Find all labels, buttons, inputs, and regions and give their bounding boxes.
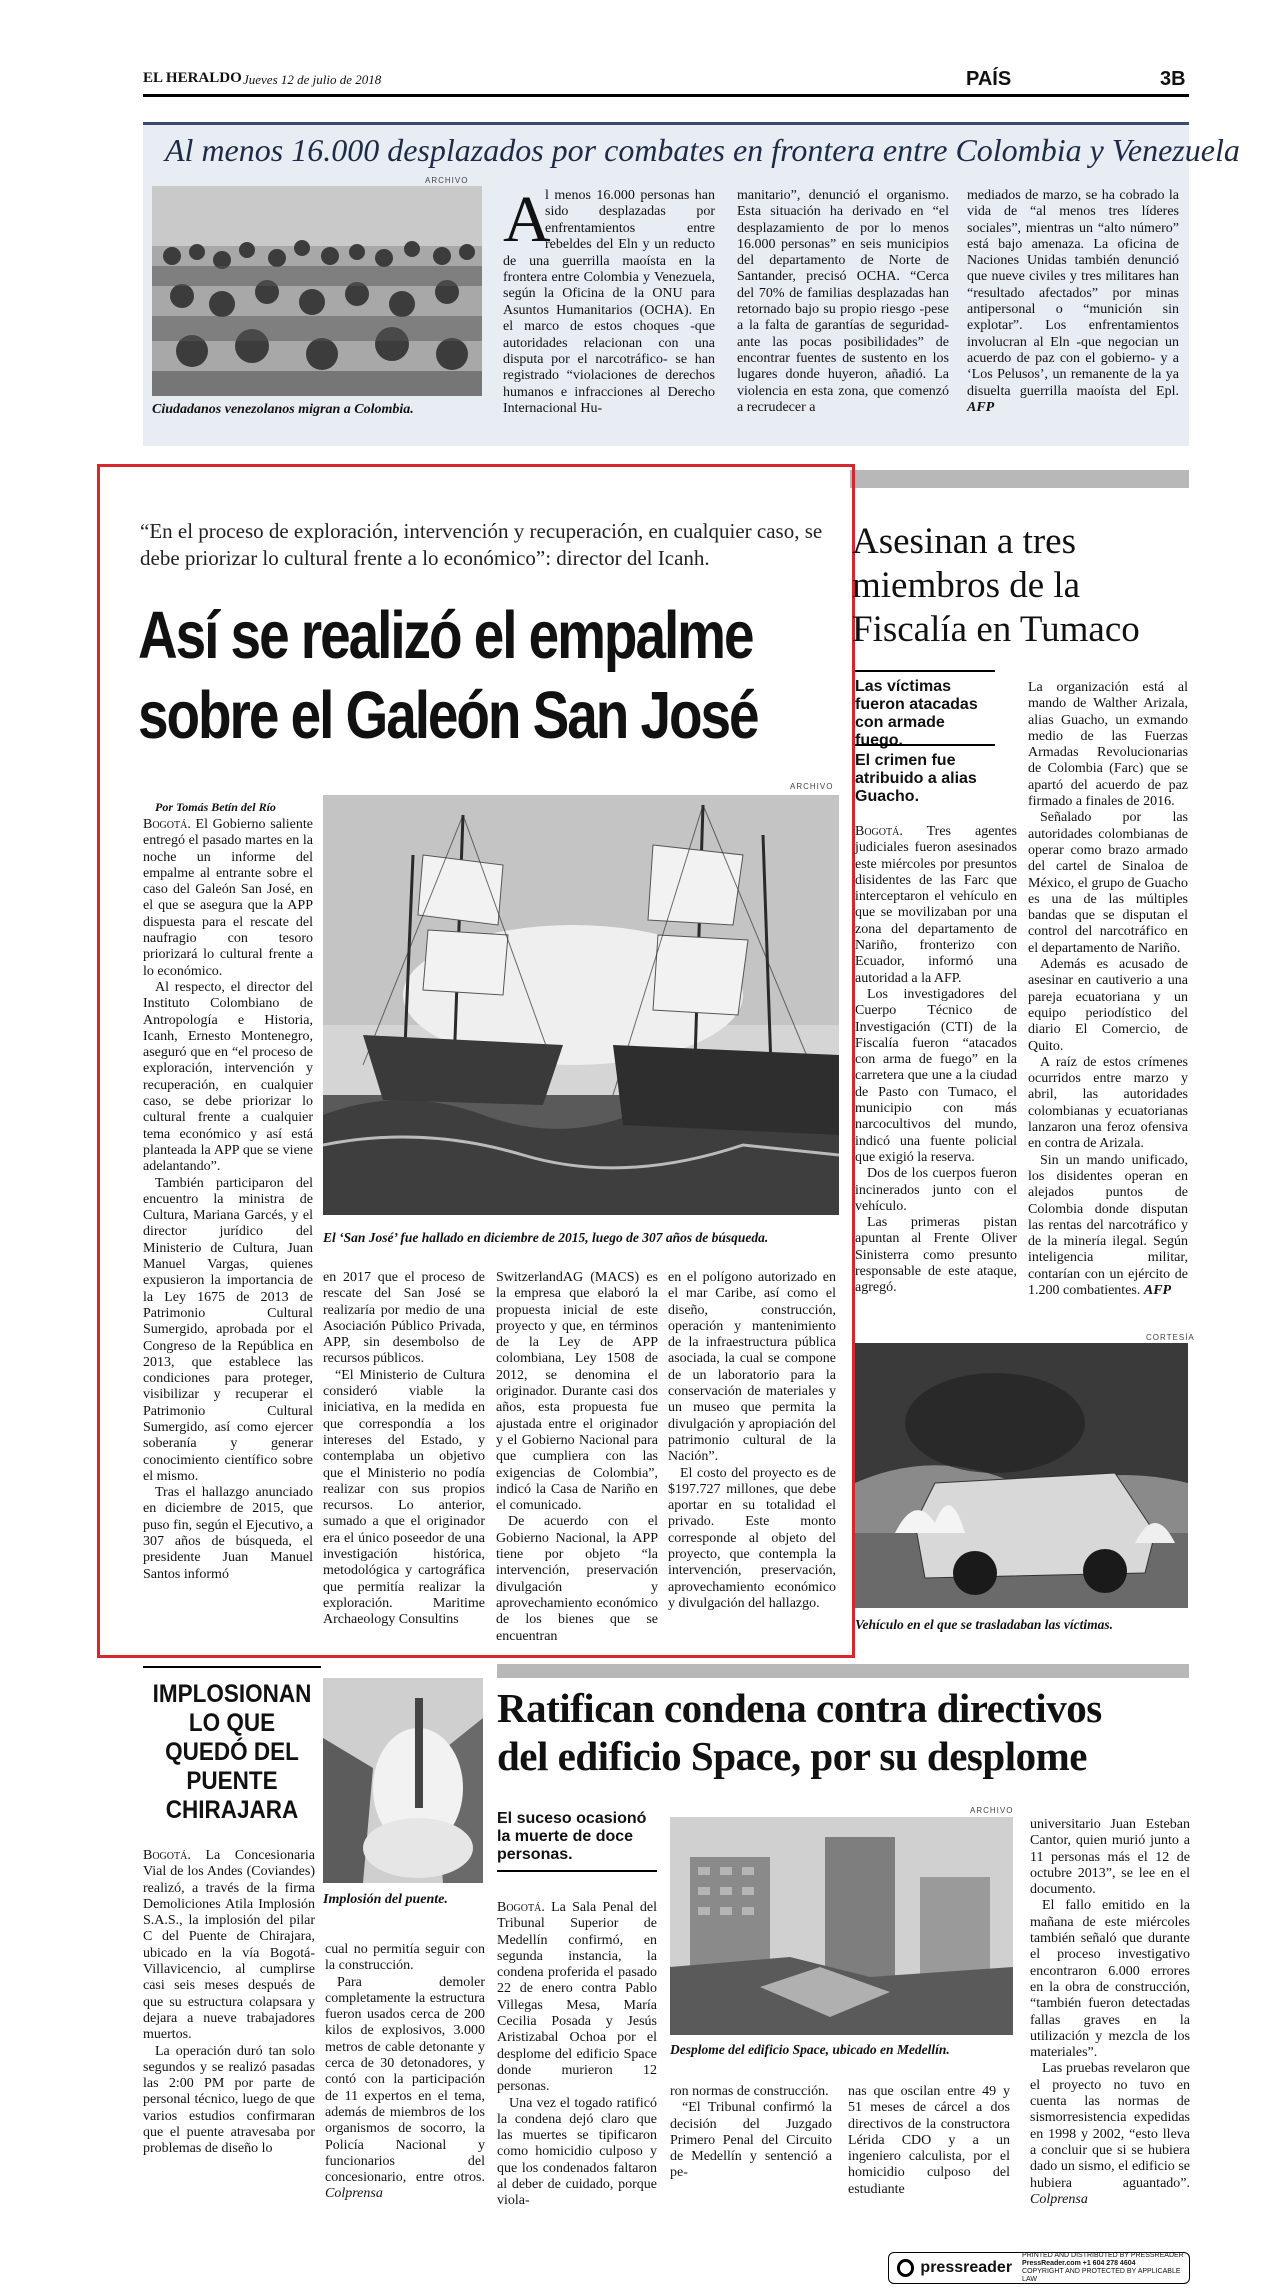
page-number: 3B	[1160, 68, 1186, 90]
main-kicker: “En el proceso de exploración, intervención y recuperación, en cualquier caso, se debe priorizar lo cultural frente a lo económico”: director del Icanh.	[140, 519, 823, 570]
top-story-headline: Al menos 16.000 desplazados por combates en frontera entre Colombia y Venezuela	[165, 132, 1240, 168]
crowd-photo	[152, 186, 482, 396]
main-byline: Por Tomás Betín del Río	[155, 800, 276, 814]
tumaco-deck-1: Las víctimas fueron atacadas con armade fuego.	[855, 670, 995, 750]
pressreader-badge	[888, 2252, 1190, 2284]
space-deck: El suceso ocasionó la muerte de doce personas.	[497, 1810, 657, 1872]
bridge-photo-caption: Implosión del puente.	[323, 1892, 448, 1907]
burning-vehicle-photo	[855, 1343, 1188, 1608]
space-col-1: Bogotá. La Sala Penal del Tribunal Superior de Medellín confirmó, en segunda instancia, la condena proferida el pasado 22 de enero contra Pablo Villegas Mesa, María Cecilia Posada y Jesús Aristizabal Ochoa por el desplome del edificio Space donde murieron 12 personas. Una vez el togado ratificó la condena dejó claro que las muertes se tipificaron como homicidio culposo y que los condenados faltaron al deber de cuidado, porque viola-	[497, 1900, 657, 2209]
main-col-4: en el polígono autorizado en el mar Caribe, así como el diseño, construcción, operación y mantenimiento de la infraestructura pública asociada, la cual se compone de un laboratorio para la conservación de materiales y un museo que permita la divulgación y apropiación del patrimonio cultural de la Nación”. El costo del proyecto es de $197.727 millones, que debe aportar en su totalidad el privado. Este monto corresponde al objeto del proyecto, que contempla la intervención, preservación, aprovechamiento económico y divulgación del hallazgo.	[668, 1270, 836, 1611]
space-building-photo	[670, 1817, 1013, 2035]
top-photo-caption: Ciudadanos venezolanos migran a Colombia.	[152, 402, 414, 417]
top-col-1: l menos 16.000 personas han sido desplazadas por enfrentamientos entre rebeldes del Eln y un reducto de una guerrilla maoísta en la frontera entre Colombia y Venezuela, según la Oficina de la ONU para Asuntos Humanitarios (OCHA). En el marco de estos choques -que autoridades relacionan con una disputa por el narcotráfico- se han registrado “violaciones de derechos humanos e infracciones al Derecho Internacional Hu-	[503, 188, 715, 417]
section-name: PAÍS	[966, 68, 1012, 90]
tumaco-photo-caption: Vehículo en el que se trasladaban las víctimas.	[855, 1617, 1114, 1632]
photo-credit: ARCHIVO	[425, 176, 469, 185]
header-rule	[143, 94, 1189, 97]
main-photo-caption: El ‘San José’ fue hallado en diciembre de 2015, luego de 307 años de búsqueda.	[323, 1230, 769, 1245]
tumaco-photo-credit: CORTESÍA	[1146, 1333, 1195, 1342]
main-col-3: SwitzerlandAG (MACS) es la empresa que elaboró la propuesta inicial de este proyecto y que, en términos de la Ley de APP colombiana, Ley 1508 de 2012, se denomina el originador. Durante casi dos años, esta propuesta fue ajustada entre el originador y el Gobierno Nacional para que cumpliera con las exigencias de Colombia”, indicó la Casa de Nariño en el comunicado. De acuerdo con el Gobierno Nacional, la APP tiene por objeto “la intervención, preservación divulgación y aprovechamiento económico de los bienes que se encuentran	[496, 1270, 658, 1644]
bridge-col-1: Bogotá. La Concesionaria Vial de los Andes (Coviandes) realizó, a través de la firma Demoliciones Atila Implosión S.A.S., la implosión del pilar C del Puente de Chirajara, ubicado en la vía Bogotá-Villavicencio, al cumplirse casi seis meses después de que su estructura colapsara y dejara a nueve trabajadores muertos. La operación duró tan solo segundos y se realizó pasadas las 2:00 PM por parte de personal técnico, luego de que varios estudios confirmaran que el puente atravesaba por problemas de diseño lo	[143, 1848, 315, 2157]
top-col-3: mediados de marzo, se ha cobrado la vida de “al menos tres líderes sociales”, mientras un “alto número” está bajo amenaza. La oficina de Naciones Unidas también denunció que nueve civiles y tres militares han “resultado afectados” por minas antipersonal o “munición sin explotar”. Los enfrentamientos involucran al Eln -que negocian un acuerdo de paz con el gobierno- y a ‘Los Pelusos’, un remanente de la ya disuelta guerrilla maoísta del Epl. AFP	[967, 188, 1179, 415]
pressreader-info: PRINTED AND DISTRIBUTED BY PRESSREADER PressReader.com +1 604 278 4604 COPYRIGHT AND PROTECTED BY APPLICABLE LAW	[1022, 2252, 1184, 2283]
space-photo-credit: ARCHIVO	[970, 1806, 1014, 1815]
bridge-headline: IMPLOSIONAN LO QUE QUEDÓ DEL PUENTE CHIRAJARA	[152, 1680, 312, 1824]
issue-date: Jueves 12 de julio de 2018	[243, 72, 382, 87]
space-col-3: nas que oscilan entre 49 y 51 meses de cárcel a dos directivos de la constructora Lérida CDO y a un ingeniero calculista, por el homicidio culposo del estudiante	[848, 2084, 1010, 2197]
space-headline: Ratifican condena contra directivos del edificio Space, por su desplome	[497, 1685, 1102, 1779]
tumaco-headline: Asesinan a tres miembros de la Fiscalía en Tumaco	[852, 521, 1140, 650]
tumaco-col-2: La organización está al mando de Walther Arizala, alias Guacho, un exmando medio de las Fuerzas Armadas Revolucionarias de Colombia (Farc) que se apartó del acuerdo de paz firmado a finales de 2016. Señalado por las autoridades colombianas de operar como brazo armado del cartel de Sinaloa de México, el grupo de Guacho es una de las múltiples bandas que se disputan el control del narcotráfico en el departamento de Nariño. Además es acusado de asesinar en cautiverio a una pareja ecuatoriana y un equipo periodístico del diario El Comercio, de Quito. A raíz de estos crímenes ocurridos entre marzo y abril, las autoridades colombianas y ecuatorianas lanzaron una feroz ofensiva en contra de Arizala. Sin un mando unificado, los disidentes operan en alejados puntos de Colombia donde disputan las rentas del narcotráfico y de la minería ilegal. Según inteligencia militar, contarían con un ejército de 1.200 combatientes. AFP	[1028, 680, 1188, 1298]
galleon-illustration	[323, 795, 839, 1215]
pressreader-brand: pressreader	[920, 2259, 1013, 2276]
space-col-2: ron normas de construcción. “El Tribunal confirmó la decisión del Juzgado Primero Penal del Circuito de Medellín y sentenció a pe-	[670, 2084, 832, 2181]
space-col-4: universitario Juan Esteban Cantor, quien murió junto a 11 personas más el 12 de octubre 2013”, se lee en el documento. El fallo emitido en la mañana de este miércoles también señaló que durante el proceso investigativo encontraron 6.000 errores en la obra de construcción, “también fueron detectadas fallas graves en la utilización y mezcla de los materiales”. Las pruebas revelaron que el proyecto no tuvo en cuenta las normas de sismorresistencia expedidas en 1998 y 2002, “esto lleva a concluir que si se hubiera dado un sismo, el edificio se hubiera aguantado”. Colprensa	[1030, 1817, 1190, 2207]
bridge-col-2: cual no permitía seguir con la construcción. Para demoler completamente la estructura fueron usados cerca de 200 kilos de explosivos, 3.000 metros de cable detonante y cerca de 30 detonadores, y contó con la participación de 11 expertos en el tema, además de miembros de los organismos de socorro, la Policía Nacional y funcionarios del concesionario, entre otros. Colprensa	[325, 1942, 485, 2202]
main-photo-credit: ARCHIVO	[790, 782, 834, 791]
tumaco-col-1: Bogotá. Tres agentes judiciales fueron asesinados este miércoles por presuntos disidentes de las Farc que interceptaron el vehículo en que se movilizaban por una zona del departamento de Nariño, fronterizo con Ecuador, informó una autoridad a la AFP. Los investigadores del Cuerpo Técnico de Investigación (CTI) de la Fiscalía fueron “atacados con arma de fuego” en la carretera que une a la ciudad de Pasto con Tumaco, el municipio con más narcocultivos del mundo, indicó una fuente policial que exigió la reserva. Dos de los cuerpos fueron incinerados junto con el vehículo. Las primeras pistan apuntan al Frente Oliver Sinisterra como presunto responsable de este ataque, agregó.	[855, 824, 1017, 1296]
top-col-2: manitario”, denunció el organismo. Esta situación ha derivado en “el desplazamiento de por lo menos 16.000 personas” en seis municipios del departamento de Norte de Santander, precisó OCHA. “Cerca del 70% de familias desplazadas han retornado bajo su propio riesgo -pese a la falta de garantías de seguridad- ante las pocas posibilidades” de encontrar fuentes de sustento en los lugares donde huyeron, añadió. La violencia en esta zona, que comenzó a recrudecer a	[737, 188, 949, 415]
bridge-implosion-photo	[323, 1678, 483, 1883]
main-headline: Así se realizó el empalme sobre el Galeón San José	[138, 598, 758, 753]
space-band	[497, 1664, 1189, 1678]
dropcap: A	[503, 183, 551, 256]
tumaco-deck-2: El crimen fue atribuido a alias Guacho.	[855, 744, 995, 806]
bridge-top-rule	[143, 1666, 321, 1668]
main-col-2: en 2017 que el proceso de rescate del San José se realizaría por medio de una Asociación Público Privada, APP, sin desembolso de recursos públicos. “El Ministerio de Cultura consideró viable la iniciativa, en la medida en que correspondía a los intereses del Estado, y contemplaba un objetivo que el Ministerio no podía realizar con sus propios recursos. Lo anterior, sumado a que el originador era el único poseedor de una investigación histórica, metodológica y cartográfica que permitía realizar la exploración. Maritime Archaeology Consultins	[323, 1270, 485, 1628]
space-photo-caption: Desplome del edificio Space, ubicado en Medellín.	[670, 2042, 950, 2057]
main-col-1: Bogotá. El Gobierno saliente entregó el pasado martes en la noche un informe del empalme al entrante sobre el caso del Galeón San José, en el que se asegura que la APP dispuesta para el rescate del naufragio con tesoro priorizará lo cultural frente a lo económico. Al respecto, el director del Instituto Colombiano de Antropología e Historia, Icanh, Ernesto Montenegro, aseguró que en “el proceso de exploración, intervención y recuperación, en cualquier caso, se debe priorizar lo cultural frente a cualquier tema económico y así está planteada la APP que se viene adelantando”. También participaron del encuentro la ministra de Cultura, Mariana Garcés, y el director jurídico del Ministerio de Cultura, Juan Manuel Vargas, quienes expusieron la importancia de la Ley 1675 de 2013 de Patrimonio Cultural Sumergido, aprobada por el Congreso de la República en 2013, que establece las condiciones para proteger, visibilizar y recuperar el Patrimonio Cultural Sumergido, así como ejercer soberanía y generar conocimiento científico sobre el mismo. Tras el hallazgo anunciado en diciembre de 2015, que puso fin, según el Ejecutivo, a 307 años de búsqueda, el presidente Juan Manuel Santos informó	[143, 817, 313, 1582]
pressreader-logo-icon	[897, 2259, 914, 2277]
separator-band	[850, 470, 1189, 488]
masthead: EL HERALDO	[143, 70, 242, 86]
